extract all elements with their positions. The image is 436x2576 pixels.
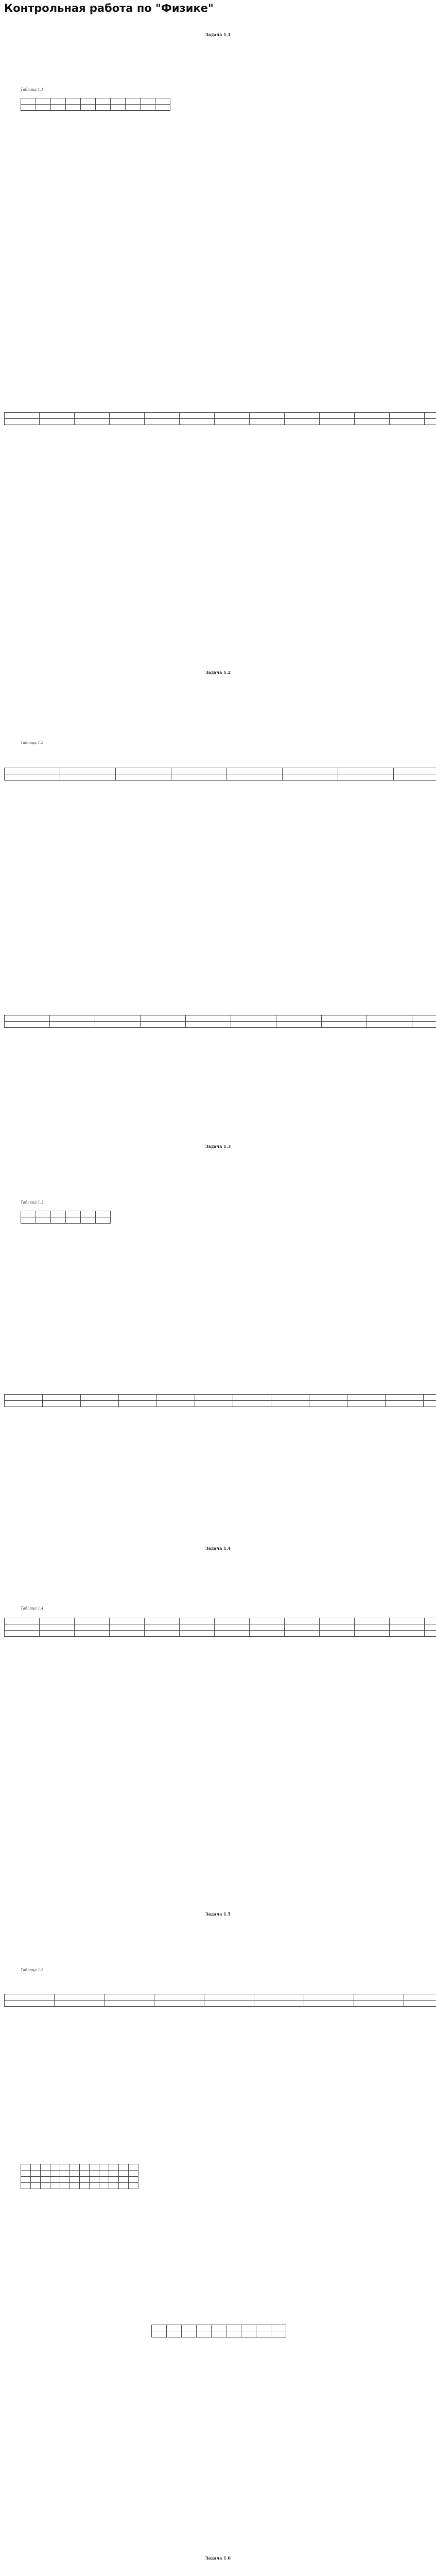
table-cell [70,2164,80,2171]
table-cell [90,2183,99,2189]
table-cell [43,1401,81,1407]
table-cell [99,2164,109,2171]
table-cell [109,2171,119,2177]
table-row [5,1015,436,1022]
page-title: Контрольная работа по "Физике" [4,2,214,14]
table-cell [186,1022,231,1028]
table-cell [109,2164,119,2171]
table-cell [21,105,36,111]
table-cell [66,1211,81,1217]
table-cell [180,1618,215,1624]
table-cell [276,1022,322,1028]
table-cell [80,2177,90,2183]
data-table [4,1015,436,1028]
table-row [5,1401,436,1407]
table-cell [180,413,215,419]
table-cell [367,1015,412,1022]
section-title: Задача 1.6 [205,2555,231,2561]
table-cell [390,413,425,419]
table-cell [145,413,180,419]
table-cell [109,2177,119,2183]
table-cell [50,2164,60,2171]
table-cell [167,2331,182,2337]
table-cell [70,2183,80,2189]
table-cell [271,2331,286,2337]
table-caption: Таблица 1.2 [21,741,44,745]
table-row [21,98,170,105]
data-table [21,1211,111,1224]
table-cell [5,1401,43,1407]
table-cell [233,1401,271,1407]
table-cell [5,768,60,774]
table-cell [50,2171,60,2177]
table-cell [75,1631,110,1637]
table-cell [250,413,285,419]
table-cell [119,2183,129,2189]
table-cell [354,1994,404,2001]
table-cell [404,2001,436,2007]
table-cell [81,98,96,105]
table-cell [283,768,338,774]
table-cell [390,1618,425,1624]
table-cell [180,419,215,425]
table-row [21,105,170,111]
table-cell [36,1211,51,1217]
table-cell [50,1022,95,1028]
table-cell [241,2325,256,2331]
table-cell [75,1624,110,1631]
table-cell [51,1211,66,1217]
table-cell [119,2177,129,2183]
table-cell [70,2177,80,2183]
data-table [21,98,170,111]
table-cell [21,2171,31,2177]
table-cell [141,98,155,105]
table-cell [386,1401,424,1407]
table-cell [145,1631,180,1637]
table-cell [40,419,75,425]
table-cell [55,2001,104,2007]
table-cell [355,413,390,419]
table-cell [180,1624,215,1631]
table-cell [256,2325,271,2331]
table-cell [31,2183,41,2189]
table-cell [256,2331,271,2337]
table-row [5,768,436,774]
table-cell [424,1395,436,1401]
table-cell [425,1624,436,1631]
table-cell [126,105,141,111]
data-table [4,1394,436,1407]
table-row [5,1631,436,1637]
table-cell [215,413,250,419]
table-cell [81,1401,119,1407]
table-row [21,1217,111,1224]
table-cell [309,1395,347,1401]
table-cell [96,1211,111,1217]
table-row [5,1994,436,2001]
table-cell [320,1618,355,1624]
table-cell [81,105,96,111]
table-cell [110,419,145,425]
table-cell [186,1015,231,1022]
table-cell [195,1395,233,1401]
table-cell [5,774,60,781]
table-cell [60,768,116,774]
data-table [21,2164,138,2189]
table-cell [241,2331,256,2337]
table-cell [152,2325,167,2331]
table-cell [197,2331,212,2337]
table-cell [171,768,227,774]
table-cell [119,1395,157,1401]
table-cell [141,1022,186,1028]
table-cell [386,1395,424,1401]
table-cell [36,105,51,111]
table-cell [21,2177,31,2183]
table-cell [231,1015,276,1022]
table-cell [215,1631,250,1637]
table-cell [5,1624,40,1631]
table-cell [66,105,81,111]
table-cell [425,1618,436,1624]
table-cell [276,1015,322,1022]
table-cell [41,2183,50,2189]
table-cell [285,1624,320,1631]
data-table [4,1618,436,1637]
table-cell [390,419,425,425]
table-cell [338,768,394,774]
table-cell [116,768,171,774]
table-cell [155,105,170,111]
table-cell [99,2183,109,2189]
table-cell [104,2001,154,2007]
table-cell [21,98,36,105]
table-cell [119,1401,157,1407]
table-cell [355,1624,390,1631]
data-table [4,412,436,425]
table-cell [50,2177,60,2183]
table-cell [129,2164,138,2171]
table-cell [36,98,51,105]
table-cell [111,105,126,111]
table-caption: Таблица 1.1 [21,88,44,92]
table-cell [145,1624,180,1631]
table-cell [129,2171,138,2177]
table-cell [154,2001,204,2007]
table-cell [271,1401,309,1407]
data-table [4,1994,436,2007]
table-cell [152,2331,167,2337]
table-cell [412,1022,436,1028]
table-cell [171,774,227,781]
table-cell [145,1618,180,1624]
table-cell [129,2183,138,2189]
table-row [21,2164,138,2171]
section-title: Задача 1.3 [205,1144,231,1149]
table-cell [180,1631,215,1637]
table-row [5,413,436,419]
table-row [5,774,436,781]
table-cell [354,2001,404,2007]
table-cell [66,1217,81,1224]
table-cell [197,2325,212,2331]
table-cell [119,2164,129,2171]
table-cell [233,1395,271,1401]
table-cell [5,1395,43,1401]
table-cell [80,2183,90,2189]
table-cell [355,419,390,425]
table-cell [110,413,145,419]
table-cell [425,419,436,425]
table-cell [90,2177,99,2183]
table-cell [40,1624,75,1631]
table-cell [110,1618,145,1624]
table-cell [285,419,320,425]
table-cell [390,1624,425,1631]
table-cell [215,419,250,425]
table-cell [141,1015,186,1022]
table-cell [5,1631,40,1637]
table-cell [81,1395,119,1401]
table-cell [355,1618,390,1624]
table-cell [250,419,285,425]
table-row [5,1395,436,1401]
table-cell [96,98,111,105]
table-cell [60,2164,70,2171]
table-cell [41,2177,50,2183]
table-cell [226,2331,241,2337]
table-cell [285,1618,320,1624]
table-cell [367,1022,412,1028]
table-cell [55,1994,104,2001]
table-cell [40,1631,75,1637]
table-cell [254,2001,304,2007]
table-cell [111,98,126,105]
table-cell [394,774,436,781]
table-cell [80,2171,90,2177]
table-cell [355,1631,390,1637]
table-cell [322,1022,367,1028]
table-caption: Таблица 1.3 [21,1200,44,1205]
table-cell [129,2177,138,2183]
table-cell [285,413,320,419]
table-cell [204,1994,254,2001]
table-cell [99,2177,109,2183]
table-cell [126,98,141,105]
table-cell [81,1211,96,1217]
table-cell [51,1217,66,1224]
table-cell [5,1015,50,1022]
table-cell [31,2164,41,2171]
table-row [5,419,436,425]
table-cell [390,1631,425,1637]
table-cell [404,1994,436,2001]
table-cell [285,1631,320,1637]
table-cell [75,413,110,419]
table-cell [338,774,394,781]
table-row [21,2171,138,2177]
table-cell [31,2177,41,2183]
table-cell [226,2325,241,2331]
table-cell [109,2183,119,2189]
table-cell [254,1994,304,2001]
section-title: Задача 1.5 [205,1911,231,1917]
table-cell [320,413,355,419]
table-row [5,1618,436,1624]
table-row [5,1624,436,1631]
table-cell [110,1624,145,1631]
table-cell [309,1401,347,1407]
table-cell [322,1015,367,1022]
table-row [21,2177,138,2183]
table-cell [5,419,40,425]
table-row [21,2183,138,2189]
table-row [152,2325,286,2331]
table-cell [283,774,338,781]
table-cell [90,2164,99,2171]
table-cell [5,413,40,419]
table-cell [41,2164,50,2171]
table-cell [204,2001,254,2007]
table-cell [212,2331,226,2337]
table-cell [250,1624,285,1631]
section-title: Задача 1.2 [205,670,231,675]
table-cell [60,2183,70,2189]
table-cell [60,2171,70,2177]
table-caption: Таблица 1.5 [21,1968,44,1972]
table-cell [21,2183,31,2189]
table-cell [425,413,436,419]
table-cell [66,98,81,105]
table-cell [271,1395,309,1401]
table-cell [5,1022,50,1028]
table-cell [182,2325,197,2331]
table-cell [95,1022,141,1028]
table-cell [212,2325,226,2331]
table-row [5,2001,436,2007]
table-cell [227,774,283,781]
table-cell [195,1401,233,1407]
table-cell [154,1994,204,2001]
table-cell [60,774,116,781]
data-table [151,2325,286,2337]
table-cell [304,1994,354,2001]
table-cell [347,1401,386,1407]
table-cell [104,1994,154,2001]
table-cell [320,1624,355,1631]
table-cell [96,105,111,111]
section-title: Задача 1.1 [205,32,231,37]
table-cell [167,2325,182,2331]
table-cell [50,1015,95,1022]
table-row [5,1022,436,1028]
table-cell [5,1994,55,2001]
table-cell [31,2171,41,2177]
table-cell [320,1631,355,1637]
table-cell [21,2164,31,2171]
table-cell [271,2325,286,2331]
table-cell [424,1401,436,1407]
table-cell [80,2164,90,2171]
table-cell [96,1217,111,1224]
table-cell [75,419,110,425]
table-cell [250,1631,285,1637]
table-cell [250,1618,285,1624]
table-cell [5,2001,55,2007]
table-cell [40,1618,75,1624]
table-cell [81,1217,96,1224]
table-cell [40,413,75,419]
table-cell [36,1217,51,1224]
table-cell [99,2171,109,2177]
table-cell [347,1395,386,1401]
table-cell [119,2171,129,2177]
table-caption: Таблица 1.4 [21,1606,44,1611]
table-cell [60,2177,70,2183]
table-cell [145,419,180,425]
table-row [152,2331,286,2337]
table-cell [21,1217,36,1224]
table-cell [394,768,436,774]
table-cell [70,2171,80,2177]
table-cell [75,1618,110,1624]
data-table [4,768,436,781]
table-cell [320,419,355,425]
table-cell [95,1015,141,1022]
section-title: Задача 1.4 [205,1546,231,1551]
table-cell [141,105,155,111]
table-cell [41,2171,50,2177]
table-cell [157,1395,195,1401]
table-cell [157,1401,195,1407]
table-cell [50,2183,60,2189]
table-row [21,1211,111,1217]
table-cell [21,1211,36,1217]
table-cell [116,774,171,781]
table-cell [5,1618,40,1624]
table-cell [155,98,170,105]
table-cell [51,105,66,111]
table-cell [215,1618,250,1624]
table-cell [304,2001,354,2007]
table-cell [227,768,283,774]
table-cell [182,2331,197,2337]
table-cell [412,1015,436,1022]
table-cell [231,1022,276,1028]
table-cell [51,98,66,105]
table-cell [90,2171,99,2177]
table-cell [43,1395,81,1401]
table-cell [215,1624,250,1631]
table-cell [110,1631,145,1637]
table-cell [425,1631,436,1637]
